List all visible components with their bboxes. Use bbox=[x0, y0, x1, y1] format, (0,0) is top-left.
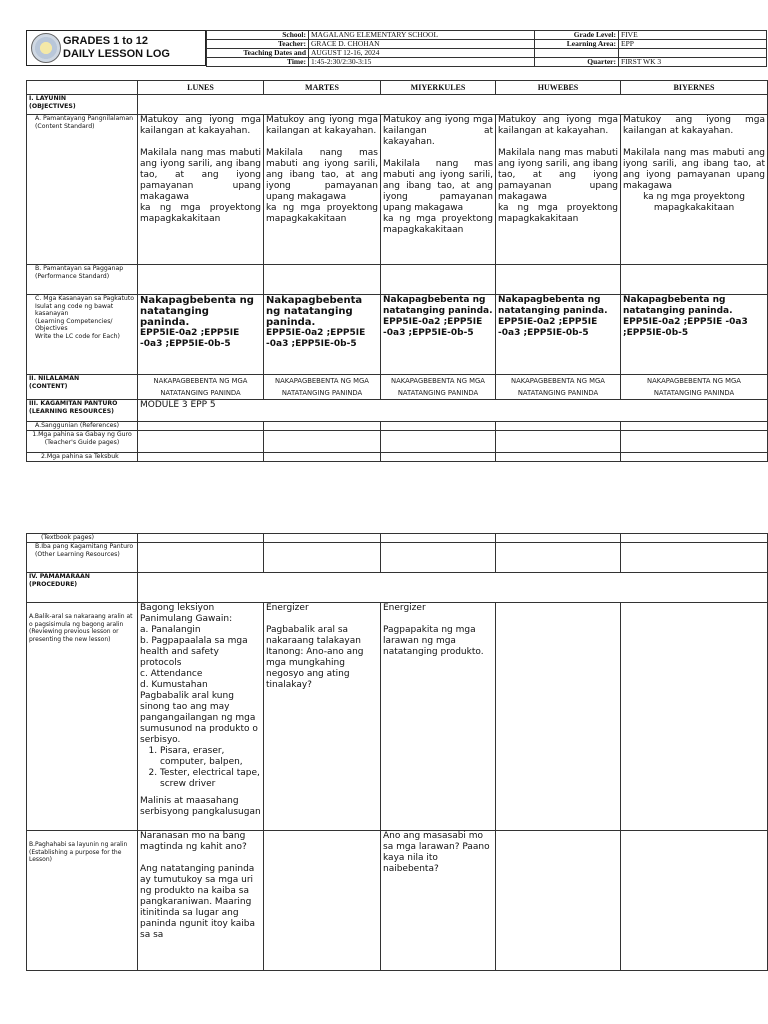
objectives-label: I. LAYUNIN (OBJECTIVES) bbox=[27, 95, 138, 115]
review-thu bbox=[496, 603, 621, 831]
competencies-label: C. Mga Kasanayan sa Pagkatuto Isulat ang code ng bawat kasanayan (Learning Competencies/ Objectives Write the LC code for Each) bbox=[27, 295, 138, 375]
content-standard-fri: Matukoy ang iyong mga kailangan at kakayahan. Makilala nang mas mabuti ang iyong sarili, ang ibang tao, at ang iyong pamayanan upang makagawa ka ng mga proyektong mapagkakakitaan bbox=[621, 115, 768, 265]
content-thu: NAKAPAGBEBENTA NG MGA NATATANGING PANINDA bbox=[496, 375, 621, 400]
teacher-value: GRACE D. CHOHAN bbox=[309, 40, 535, 49]
performance-standard-wed bbox=[381, 265, 496, 295]
resources-value: MODULE 3 EPP 5 bbox=[138, 400, 768, 422]
day-header-thu: HUWEBES bbox=[496, 81, 621, 95]
form-title-line1: GRADES 1 to 12 bbox=[63, 35, 148, 47]
review-label: A.Balik-aral sa nakaraang aralin at o pagsisimula ng bagong aralin (Reviewing previous lesson or presenting the new lesson) bbox=[27, 603, 138, 831]
quarter-label: Quarter: bbox=[535, 58, 619, 67]
quarter-spacer-value bbox=[619, 49, 767, 58]
procedure-cell bbox=[138, 573, 768, 603]
purpose-wed: Ano ang masasabi mo sa mga larawan? Paano kaya nila ito naibebenta? bbox=[381, 831, 496, 971]
header-title-box bbox=[26, 30, 206, 66]
school-label: School: bbox=[207, 31, 309, 40]
competencies-wed: Nakapagbebenta ng natatanging paninda. EPP5IE-0a2 ;EPP5IE -0a3 ;EPP5IE-0b-5 bbox=[381, 295, 496, 375]
day-header-wed: MIYERKULES bbox=[381, 81, 496, 95]
time-value: 1:45-2:30/2:30-3:15 bbox=[309, 58, 535, 67]
performance-standard-thu bbox=[496, 265, 621, 295]
purpose-fri bbox=[621, 831, 768, 971]
textbook-pages-label: 2.Mga pahina sa Teksbuk bbox=[27, 453, 138, 462]
content-wed: NAKAPAGBEBENTA NG MGA NATATANGING PANINDA bbox=[381, 375, 496, 400]
header-info-table bbox=[206, 30, 767, 67]
content-tue: NAKAPAGBEBENTA NG MGA NATATANGING PANINDA bbox=[264, 375, 381, 400]
content-standard-mon: Matukoy ang iyong mga kailangan at kakayahan. Makilala nang mas mabuti ang iyong sarili, ang ibang tao, at ang iyong pamayanan upang makagawa ka ng mga proyektong mapagkakakitaan bbox=[138, 115, 264, 265]
review-wed: Energizer Pagpapakita ng mga larawan ng mga natatanging produkto. bbox=[381, 603, 496, 831]
purpose-label: B.Paghahabi sa layunin ng aralin (Establishing a purpose for the Lesson) bbox=[27, 831, 138, 971]
quarter-spacer bbox=[535, 49, 619, 58]
content-standard-wed: Matukoy ang iyong mga kailangan at kakayahan. Makilala nang mas mabuti ang iyong sarili, ang ibang tao, at ang iyong pamayanan upang makagawa ka ng mga proyektong mapagkakakitaan bbox=[381, 115, 496, 265]
grade-label: Grade Level: bbox=[535, 31, 619, 40]
content-fri: NAKAPAGBEBENTA NG MGA NATATANGING PANINDA bbox=[621, 375, 768, 400]
day-header-tue: MARTES bbox=[264, 81, 381, 95]
purpose-thu bbox=[496, 831, 621, 971]
area-label: Learning Area: bbox=[535, 40, 619, 49]
area-value: EPP bbox=[619, 40, 767, 49]
content-mon: NAKAPAGBEBENTA NG MGA NATATANGING PANINDA bbox=[138, 375, 264, 400]
performance-standard-mon bbox=[138, 265, 264, 295]
references-label: A.Sanggunian (References) bbox=[27, 422, 138, 431]
lesson-log-table-continued bbox=[26, 533, 768, 971]
content-standard-tue: Matukoy ang iyong mga kailangan at kakayahan. Makilala nang mas mabuti ang iyong sarili, ang ibang tao, at ang iyong pamayanan upang makagawa ka ng mga proyektong mapagkakakitaan bbox=[264, 115, 381, 265]
competencies-mon: Nakapagbebenta ng natatanging paninda. EPP5IE-0a2 ;EPP5IE -0a3 ;EPP5IE-0b-5 bbox=[138, 295, 264, 375]
performance-standard-tue bbox=[264, 265, 381, 295]
performance-standard-fri bbox=[621, 265, 768, 295]
purpose-mon: Naranasan mo na bang magtinda ng kahit ano? Ang natatanging paninda ay tumutukoy sa mga uri ng produkto na kaiba sa pangkaraniwan. Maaring itinitinda sa lugar ang paninda ngunit itoy kaiba sa sa bbox=[138, 831, 264, 971]
deped-seal-icon bbox=[31, 33, 61, 63]
content-standard-label: A. Pamantayang Pangnilalaman (Content Standard) bbox=[27, 115, 138, 265]
other-resources-label: B.Iba pang Kagamitang Panturo (Other Learning Resources) bbox=[27, 543, 138, 573]
dates-value: AUGUST 12-16, 2024 bbox=[309, 49, 535, 58]
content-label: II. NILALAMAN (CONTENT) bbox=[27, 375, 138, 400]
guide-pages-label: 1.Mga pahina sa Gabay ng Guro (Teacher's Guide pages) bbox=[27, 431, 138, 453]
form-title-line2: DAILY LESSON LOG bbox=[63, 48, 170, 60]
review-tue: Energizer Pagbabalik aral sa nakaraang talakayan Itanong: Ano-ano ang mga mungkahing negosyo ang ating tinalakay? bbox=[264, 603, 381, 831]
grade-value: FIVE bbox=[619, 31, 767, 40]
lesson-log-table bbox=[26, 80, 768, 462]
teacher-label: Teacher: bbox=[207, 40, 309, 49]
objectives-cell bbox=[138, 95, 768, 115]
time-label: Time: bbox=[207, 58, 309, 67]
competencies-tue: Nakapagbebenta ng natatanging paninda. EPP5IE-0a2 ;EPP5IE -0a3 ;EPP5IE-0b-5 bbox=[264, 295, 381, 375]
purpose-tue bbox=[264, 831, 381, 971]
dates-label: Teaching Dates and bbox=[207, 49, 309, 58]
quarter-value: FIRST WK 3 bbox=[619, 58, 767, 67]
review-mon: Bagong leksiyon Panimulang Gawain: a. Panalangin b. Pagpapaalala sa mga health and safety protocols c. Attendance d. Kumustahan Pagbabalik aral kung sinong tao ang may pangangailangan ng mga sumusunod na produkto o serbisyo. 1. Pisara, eraser, computer, balpen, 2. Tester, electrical tape, screw driver Malinis at maasahang serbisyong pangkalusugan bbox=[138, 603, 264, 831]
day-header-fri: BIYERNES bbox=[621, 81, 768, 95]
competencies-fri: Nakapagbebenta ng natatanging paninda. EPP5IE-0a2 ;EPP5IE -0a3 ;EPP5IE-0b-5 bbox=[621, 295, 768, 375]
resources-label: III. KAGAMITAN PANTURO (LEARNING RESOURCES) bbox=[27, 400, 138, 422]
school-value: MAGALANG ELEMENTARY SCHOOL bbox=[309, 31, 535, 40]
procedure-label: IV. PAMAMARAAN (PROCEDURE) bbox=[27, 573, 138, 603]
competencies-thu: Nakapagbebenta ng natatanging paninda. EPP5IE-0a2 ;EPP5IE -0a3 ;EPP5IE-0b-5 bbox=[496, 295, 621, 375]
performance-standard-label: B. Pamantayan sa Pagganap (Performance Standard) bbox=[27, 265, 138, 295]
day-header-mon: LUNES bbox=[138, 81, 264, 95]
corner-cell bbox=[27, 81, 138, 95]
content-standard-thu: Matukoy ang iyong mga kailangan at kakayahan. Makilala nang mas mabuti ang iyong sarili, ang ibang tao, at ang iyong pamayanan upang makagawa ka ng mga proyektong mapagkakakitaan bbox=[496, 115, 621, 265]
review-fri bbox=[621, 603, 768, 831]
textbook-pages-label-cont: (Textbook pages) bbox=[27, 534, 138, 543]
form-title bbox=[63, 35, 170, 61]
